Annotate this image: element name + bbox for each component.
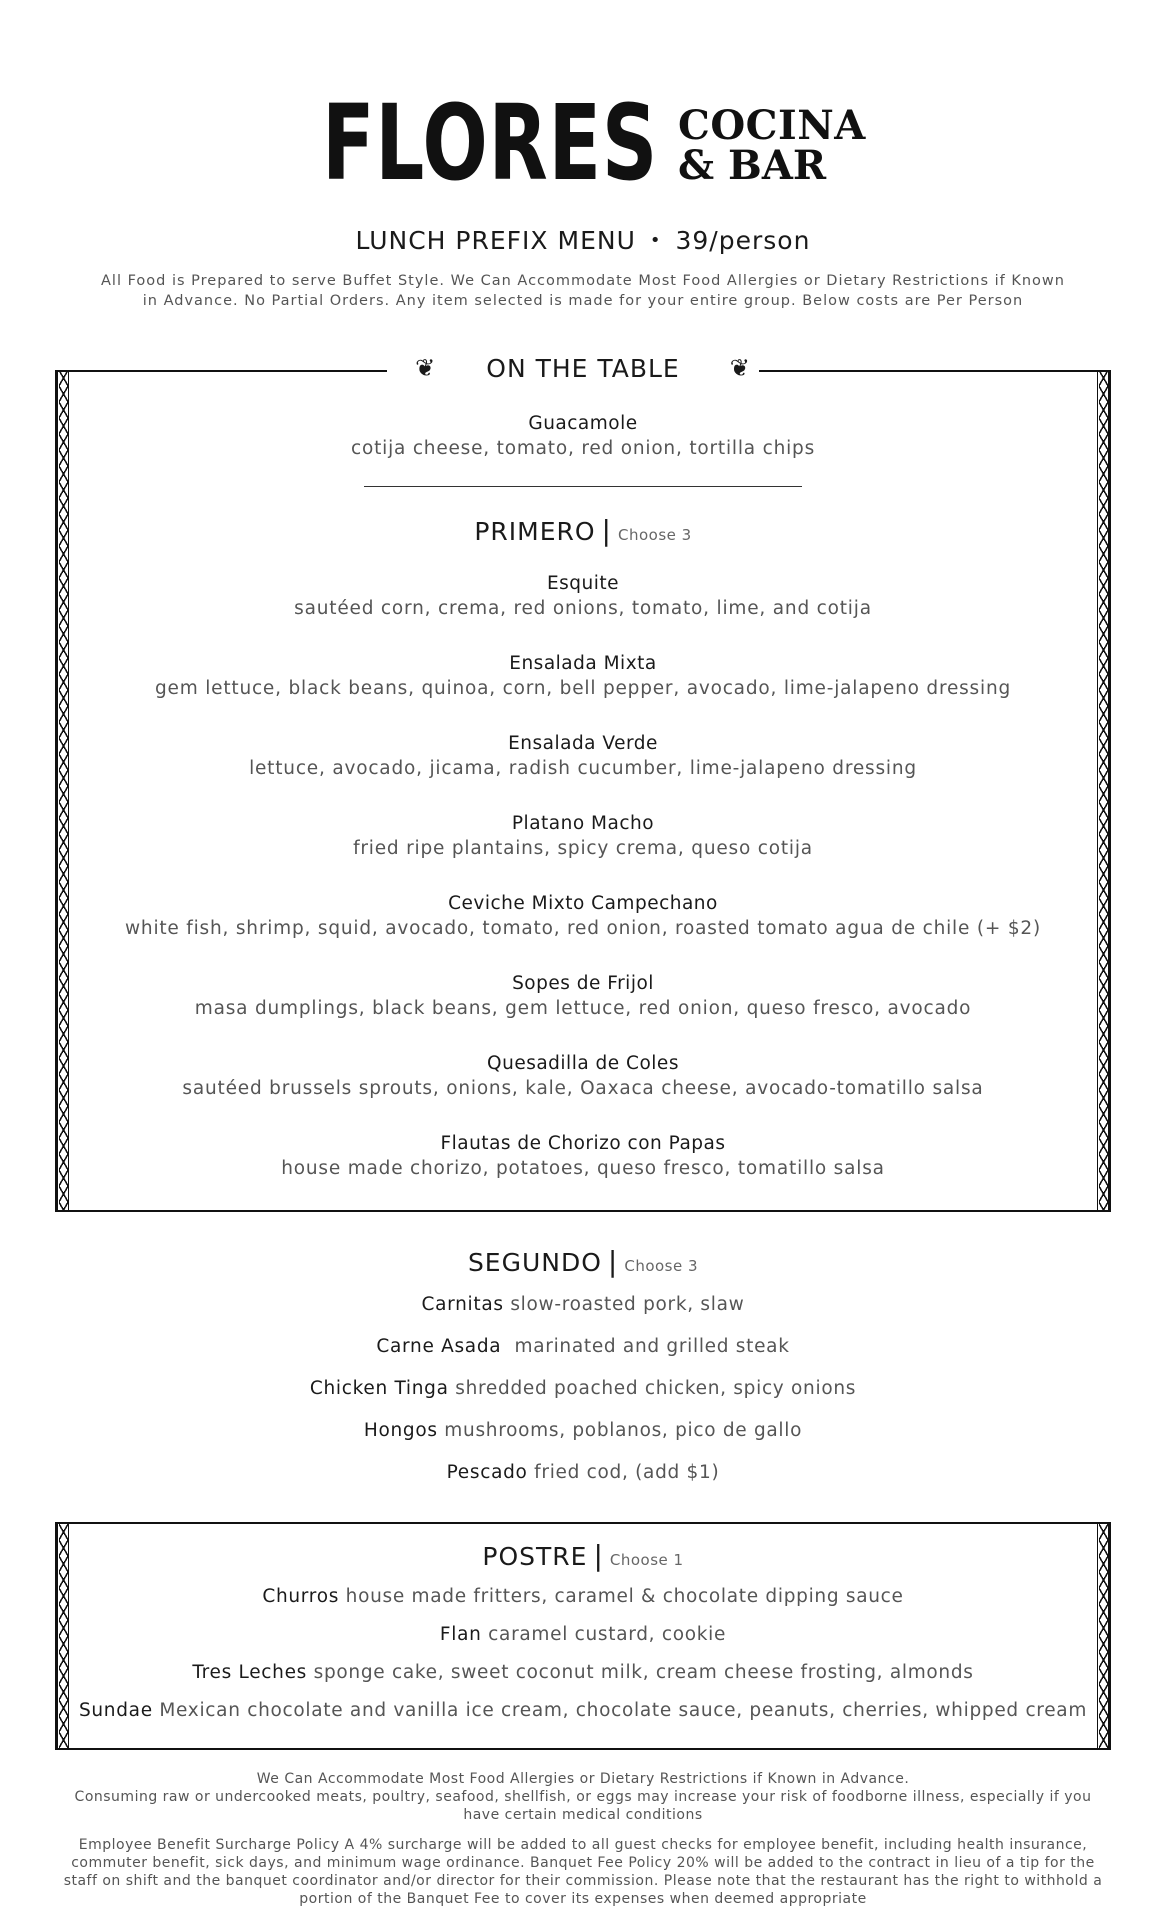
item-description: house made fritters, caramel & chocolate dipping sauce [345, 1586, 904, 1607]
menu-item [0, 572, 1166, 622]
logo-wordmark: FLORES [322, 82, 658, 204]
menu-item [0, 1623, 1166, 1647]
item-name: Guacamole [528, 413, 638, 434]
menu-item [0, 1377, 1166, 1401]
postre-title: POSTRE [482, 1542, 588, 1571]
fleur-right-icon: ❦ [729, 354, 751, 382]
footer-allergy-note: We Can Accommodate Most Food Allergies or Dietary Restrictions if Known in Advance. [256, 1771, 910, 1787]
menu-item [0, 892, 1166, 942]
primero-title: PRIMERO [474, 517, 596, 546]
item-description: gem lettuce, black beans, quinoa, corn, bell pepper, avocado, lime-jalapeno dressing [154, 678, 1012, 699]
logo-line-2: & BAR [678, 142, 827, 189]
postre-heading [0, 1539, 1166, 1572]
segundo-title: SEGUNDO [467, 1248, 602, 1277]
item-description: lettuce, avocado, jicama, radish cucumber, lime-jalapeno dressing [249, 758, 917, 779]
item-name: Esquite [546, 573, 620, 594]
fleur-left-icon: ❦ [415, 354, 437, 382]
segundo-heading [0, 1245, 1166, 1278]
menu-item [0, 1585, 1166, 1609]
menu-intro: All Food is Prepared to serve Buffet Style. We Can Accommodate Most Food Allergies or Dietary Restrictions if Known in Advance. No Partial Orders. Any item selected is made for your entire group. Below costs are Per Person [101, 273, 1065, 309]
item-name: Pescado [446, 1462, 528, 1483]
heading-separator: | [593, 1539, 604, 1572]
item-name: Sopes de Frijol [512, 973, 654, 994]
menu-item [0, 1699, 1166, 1723]
menu-item [0, 652, 1166, 702]
item-description: white fish, shrimp, squid, avocado, tomato, red onion, roasted tomato agua de chile (+ $2) [124, 918, 1042, 939]
menu-price: 39/person [675, 226, 811, 255]
menu-item [0, 812, 1166, 862]
heading-separator: | [601, 514, 612, 547]
title-separator: • [649, 230, 662, 251]
menu-item [0, 1132, 1166, 1182]
heading-separator: | [607, 1245, 619, 1278]
menu-item [0, 1293, 1166, 1317]
item-name: Churros [262, 1586, 340, 1607]
item-name: Tres Leches [192, 1662, 308, 1683]
menu-title [0, 226, 1166, 255]
item-description: masa dumplings, black beans, gem lettuce, red onion, queso fresco, avocado [194, 998, 972, 1019]
item-name: Carne Asada [376, 1336, 502, 1357]
item-description: fried cod, (add $1) [534, 1462, 720, 1483]
item-description: caramel custard, cookie [488, 1624, 727, 1645]
item-description: sponge cake, sweet coconut milk, cream cheese frosting, almonds [313, 1662, 974, 1683]
item-description: marinated and grilled steak [514, 1336, 790, 1357]
primero-heading [0, 514, 1166, 547]
item-description: mushrooms, poblanos, pico de gallo [444, 1420, 803, 1441]
restaurant-logo [0, 82, 1166, 204]
item-name: Sundae [78, 1700, 153, 1721]
footer-health-warning: Consuming raw or undercooked meats, poultry, seafood, shellfish, or eggs may increase your risk of foodborne illness, especially if you have certain medical conditions [74, 1789, 1092, 1823]
menu-item [0, 1335, 1166, 1359]
item-name: Hongos [363, 1420, 438, 1441]
item-name: Ensalada Mixta [509, 653, 657, 674]
item-name: Carnitas [421, 1294, 504, 1315]
section-divider [364, 486, 802, 487]
segundo-choose: Choose 3 [624, 1257, 699, 1275]
menu-title-text: LUNCH PREFIX MENU [355, 226, 636, 255]
menu-item [0, 412, 1166, 462]
on-the-table-title: ON THE TABLE [486, 354, 680, 383]
item-name: Platano Macho [511, 813, 655, 834]
item-description: cotija cheese, tomato, red onion, tortilla chips [350, 438, 816, 459]
postre-choose: Choose 1 [609, 1551, 684, 1569]
item-description: sautéed brussels sprouts, onions, kale, Oaxaca cheese, avocado-tomatillo salsa [182, 1078, 984, 1099]
menu-item [0, 1419, 1166, 1443]
item-name: Ceviche Mixto Campechano [448, 893, 718, 914]
item-description: Mexican chocolate and vanilla ice cream, chocolate sauce, peanuts, cherries, whipped cream [159, 1700, 1088, 1721]
item-description: house made chorizo, potatoes, queso fresco, tomatillo salsa [281, 1158, 885, 1179]
item-description: fried ripe plantains, spicy crema, queso cotija [353, 838, 813, 859]
logo-line-1: COCINA [678, 102, 866, 149]
item-description: shredded poached chicken, spicy onions [455, 1378, 857, 1399]
menu-item [0, 1661, 1166, 1685]
menu-item [0, 972, 1166, 1022]
primero-choose: Choose 3 [617, 526, 692, 544]
menu-item [0, 1052, 1166, 1102]
item-name: Flautas de Chorizo con Papas [440, 1133, 726, 1154]
item-name: Ensalada Verde [508, 733, 658, 754]
item-name: Flan [439, 1624, 482, 1645]
menu-item [0, 1461, 1166, 1485]
item-name: Chicken Tinga [309, 1378, 449, 1399]
menu-item [0, 732, 1166, 782]
item-description: slow-roasted pork, slaw [510, 1294, 745, 1315]
item-name: Quesadilla de Coles [487, 1053, 679, 1074]
item-description: sautéed corn, crema, red onions, tomato, lime, and cotija [294, 598, 872, 619]
footer-fee-policy: Employee Benefit Surcharge Policy A 4% surcharge will be added to all guest checks for employee benefit, including health insurance, commuter benefit, sick days, and minimum wage ordinance. Banquet Fee Policy 20% will be added to the contract in lieu of a tip for the staff on shift and the banquet coordinator and/or director for their commission. Please note that the restaurant has the right to withhold a portion of the Banquet Fee to cover its expenses when deemed appropriate [63, 1837, 1103, 1907]
on-the-table-heading [0, 354, 1166, 383]
